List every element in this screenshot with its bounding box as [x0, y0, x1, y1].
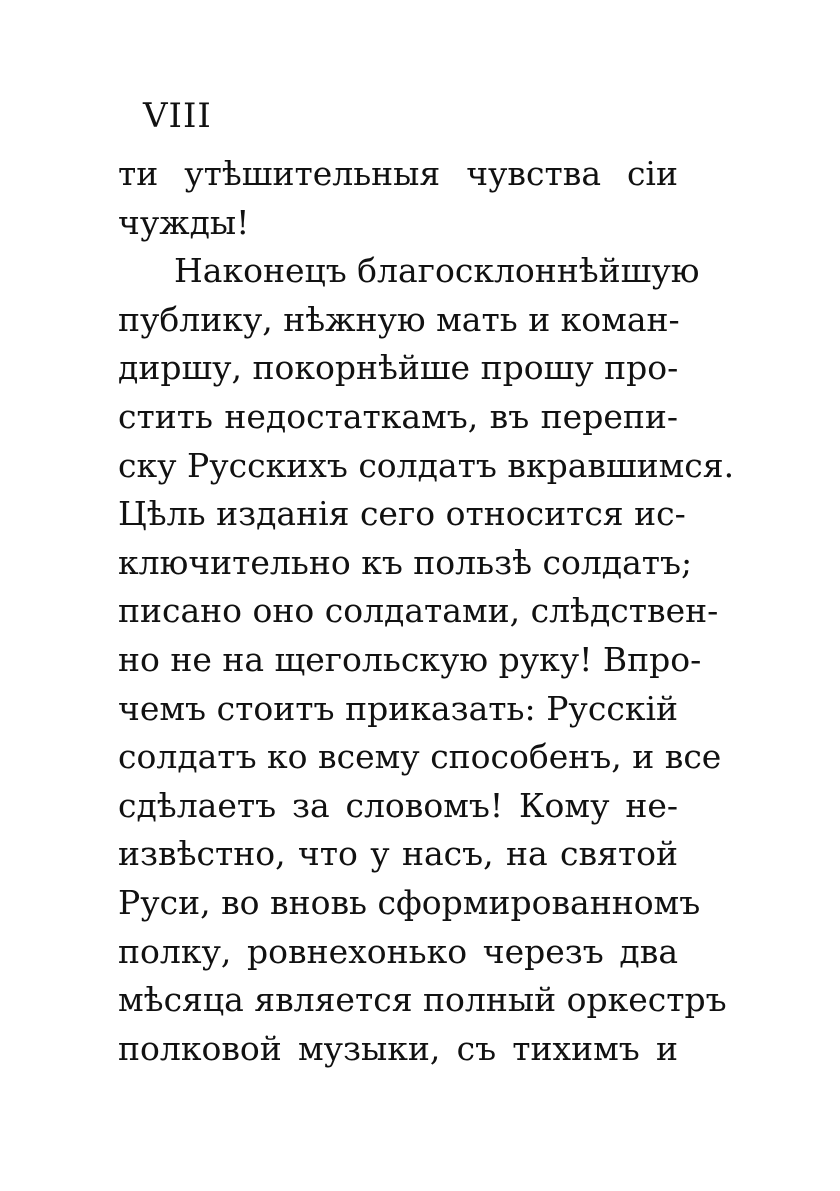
- text-line: Цѣль изданія сего относится ис-: [118, 494, 686, 534]
- text-line: Руси, во вновь сформированномъ: [118, 882, 701, 922]
- text-line: диршу, покорнѣйше прошу про-: [118, 348, 679, 388]
- page-number: VIII: [143, 96, 212, 136]
- body-text: [118, 150, 735, 1073]
- text-line: писано оно солдатами, слѣдствен-: [118, 591, 719, 631]
- text-line: полку, ровнехонько черезъ два: [118, 931, 678, 971]
- text-line: чемъ стоитъ приказать: Русскій: [118, 688, 678, 728]
- text-line: мѣсяца является полный оркестръ: [118, 980, 727, 1020]
- text-line: солдатъ ко всему способенъ, и все: [118, 737, 722, 777]
- text-line: ключительно къ пользѣ солдатъ;: [118, 542, 693, 582]
- text-line: чужды!: [118, 202, 250, 242]
- text-line: ти утѣшительныя чувства сіи: [118, 154, 678, 193]
- text-line: публику, нѣжную мать и коман-: [118, 299, 680, 339]
- text-line: извѣстно, что у насъ, на святой: [118, 834, 678, 874]
- text-line: сдѣлаетъ за словомъ! Кому не-: [118, 785, 678, 825]
- text-line: полковой музыки, съ тихимъ и: [118, 1028, 678, 1068]
- text-line: стить недостаткамъ, въ перепи-: [118, 396, 678, 436]
- text-line: ску Русскихъ солдатъ вкравшимся.: [118, 445, 735, 485]
- text-line: но не на щегольскую руку! Впро-: [118, 639, 702, 679]
- text-line: Наконецъ благосклоннѣйшую: [174, 251, 700, 291]
